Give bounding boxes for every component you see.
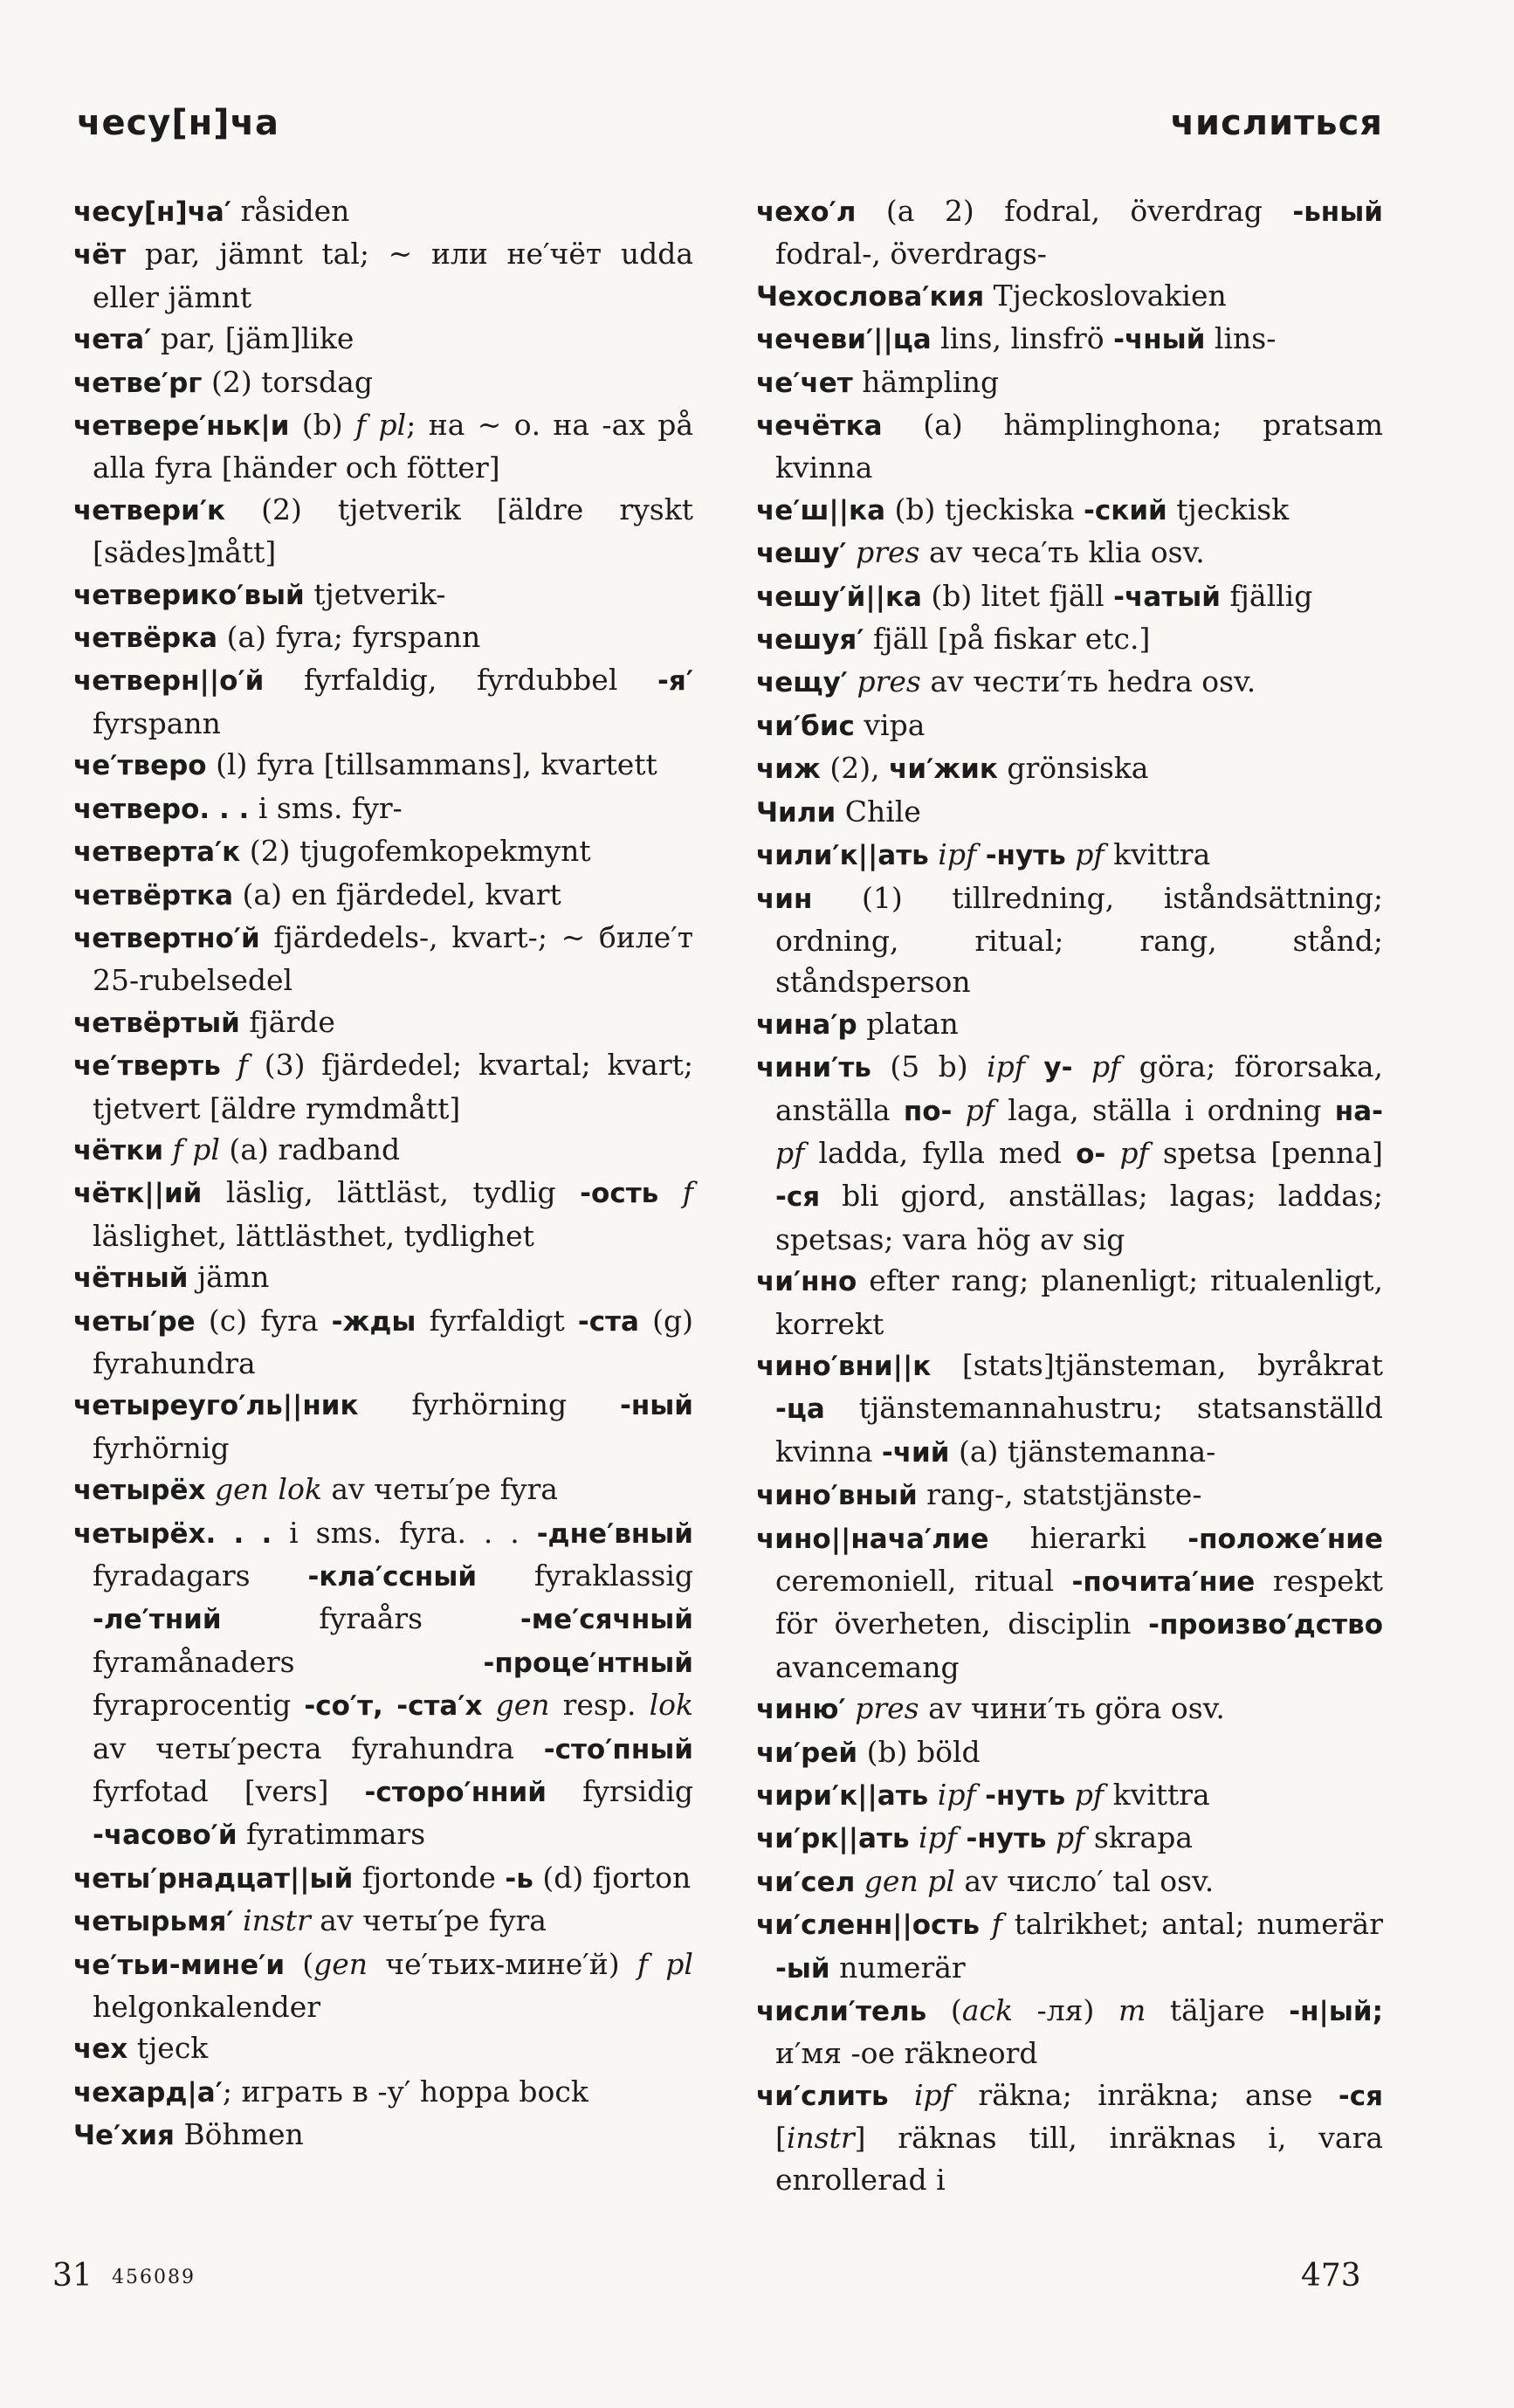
dictionary-entry: чиж (2), чи′жик grönsiska (756, 751, 1149, 786)
dictionary-entry: чири′к||ать ipf -нуть pf kvittra (756, 1778, 1210, 1813)
dictionary-entry: чи′нно efter rang; planenligt; ritualenligt, korrekt (756, 1263, 1383, 1341)
dictionary-entry: чётный jämn (73, 1260, 270, 1295)
dictionary-entry: че′чет hämpling (756, 364, 1000, 399)
dictionary-entry: чини′ть (5 b) ipf у- pf göra; förorsaka, anställa по- pf laga, ställa i ordning на- pf ladda, fylla med о- pf spetsa [penna] -ся bli gjord, anställas; lagas; laddas; spetsas; vara hög av sig (756, 1049, 1383, 1256)
dictionary-entry: че′ш||ка (b) tjeckiska -ский tjeckisk (756, 492, 1290, 526)
dictionary-entry: чётк||ий läslig, lättläst, tydlig -ость f läslighet, lättlästhet, tydlighet (73, 1175, 693, 1253)
dictionary-entry: чечётка (a) hämplinghona; pratsam kvinna (756, 408, 1383, 485)
dictionary-entry: четырёх gen lok av четы′ре fyra (73, 1472, 558, 1507)
dictionary-entry: че′тверть f (3) fjärdedel; kvartal; kvart; tjetvert [äldre rymdmått] (73, 1048, 693, 1125)
dictionary-entry: чешу′ pres av чеса′ть klia osv. (756, 535, 1205, 570)
dictionary-entry: четыреуго′ль||ник fyrhörning -ный fyrhörnig (73, 1387, 693, 1465)
dictionary-entry: четверн||о′й fyrfaldig, fyrdubbel -я′ fyrspann (73, 663, 693, 740)
dictionary-entry: четвёртка (a) en fjärdedel, kvart (73, 877, 561, 912)
dictionary-entry: четы′ре (c) fyra -жды fyrfaldigt -ста (g) fyrahundra (73, 1303, 693, 1380)
dictionary-entry: четырьмя′ instr av четы′ре fyra (73, 1903, 547, 1938)
dictionary-entry: четверико′вый tjetverik- (73, 576, 446, 611)
dictionary-entry: чи′рей (b) böld (756, 1734, 981, 1769)
dictionary-entry: чи′рк||ать ipf -нуть pf skrapa (756, 1820, 1194, 1855)
dictionary-entry: числи′тель (ack -ля) m täljare -н|ый; и′мя -ое räkneord (756, 1993, 1383, 2071)
dictionary-entry: чесу[н]ча′ råsiden (73, 194, 350, 228)
dictionary-entry: чиню′ pres av чини′ть göra osv. (756, 1691, 1225, 1726)
dictionary-entry: четы′рнадцат||ый fjortonde -ь (d) fjorton (73, 1860, 692, 1895)
dictionary-entry: чешуя′ fjäll [på fiskar etc.] (756, 622, 1151, 657)
dictionary-entry: чешу′й||ка (b) litet fjäll -чатый fjällig (756, 578, 1313, 613)
header-left-guide-word: чесу[н]ча (77, 103, 280, 143)
dictionary-entry: чётки f pl (a) radband (73, 1132, 401, 1166)
print-code: 456089 (112, 2267, 196, 2288)
dictionary-entry: четвертно′й fjärdedels-, kvart-; ~ биле′т 25-rubelsedel (73, 919, 693, 998)
dictionary-entry: четвере′ньк|и (b) f pl; на ~ о. на -ах på alla fyra [händer och fötter] (73, 408, 693, 485)
dictionary-entry: чино′вный rang-, statstjänste- (756, 1477, 1202, 1512)
dictionary-entry: Чили Chile (756, 794, 921, 829)
dictionary-entry: Чехослова′кия Tjeckoslovakien (756, 278, 1227, 313)
dictionary-entry: четве′рг (2) torsdag (73, 364, 373, 399)
header-right-guide-word: числиться (1170, 103, 1383, 143)
dictionary-entry: Че′хия Böhmen (73, 2117, 304, 2152)
dictionary-entry: чещу′ pres av чести′ть hedra osv. (756, 664, 1256, 699)
dictionary-entry: чи′сленн||ость f talrikhet; antal; numerär -ый numerär (756, 1907, 1383, 1985)
dictionary-entry: чино||нача′лие hierarki -положе′ние ceremoniell, ritual -почита′ние respekt för överheten, disciplin -произво′дство avancemang (756, 1520, 1383, 1684)
dictionary-entry: четвёртый fjärde (73, 1004, 335, 1039)
dictionary-entry: четверо. . . i sms. fyr- (73, 790, 403, 825)
dictionary-entry: чина′р platan (756, 1006, 959, 1041)
dictionary-entry: че′тверо (l) fyra [tillsammans], kvartett (73, 747, 657, 782)
dictionary-entry: чехард|а′; играть в -у′ hoppa bock (73, 2074, 588, 2109)
dictionary-entry: четверта′к (2) tjugofemkopekmynt (73, 834, 591, 869)
dictionary-entry: чечеви′||ца lins, linsfrö -чный lins- (756, 321, 1277, 356)
dictionary-entry: четвери′к (2) tjetverik [äldre ryskt [sädes]mått] (73, 492, 693, 570)
dictionary-entry: че′тьи-мине′и (gen че′тьих-мине′й) f pl helgonkalender (73, 1946, 693, 2025)
dictionary-entry: чета′ par, [jäm]like (73, 321, 354, 356)
dictionary-entry: чёт par, jämnt tal; ~ или не′чёт udda eller jämnt (73, 237, 693, 314)
signature-number: 31 (52, 2258, 93, 2294)
dictionary-entry: чи′слить ipf räkna; inräkna; anse -ся [instr] räknas till, inräknas i, vara enrollerad i (756, 2077, 1383, 2197)
dictionary-entry: чили′к||ать ipf -нуть pf kvittra (756, 837, 1211, 872)
dictionary-entry: чи′сел gen pl av число′ tal osv. (756, 1863, 1215, 1898)
dictionary-entry: чехо′л (a 2) fodral, överdrag -ьный fodral-, överdrags- (756, 194, 1383, 272)
page-number: 473 (1301, 2258, 1361, 2294)
left-column (73, 190, 693, 2157)
dictionary-entry: четвёрка (a) fyra; fyrspann (73, 620, 481, 655)
dictionary-entry: чино′вни||к [stats]tjänsteman, byråkrat -ца tjänstemannahustru; statsanställd kvinna -чий (a) tjänstemanna- (756, 1347, 1383, 1469)
dictionary-entry: чин (1) tillredning, iståndsättning; ordning, ritual; rang, stånd; ståndsperson (756, 880, 1383, 1000)
dictionary-entry: чех tjeck (73, 2031, 209, 2066)
right-column (756, 190, 1383, 2200)
dictionary-entry: чи′бис vipa (756, 707, 926, 742)
dictionary-entry: четырёх. . . i sms. fyra. . . -дне′вный fyradagars -кла′ссный fyraklassig -ле′тний fyraårs -ме′сячный fyramånaders -проце′нтный fyraprocentig -со′т, -ста′х gen resp. lok av четы′реста fyrahundra -сто′пный fyrfotad [vers] -сторо′нний fyrsidig -часово′й fyratimmars (73, 1515, 693, 1852)
